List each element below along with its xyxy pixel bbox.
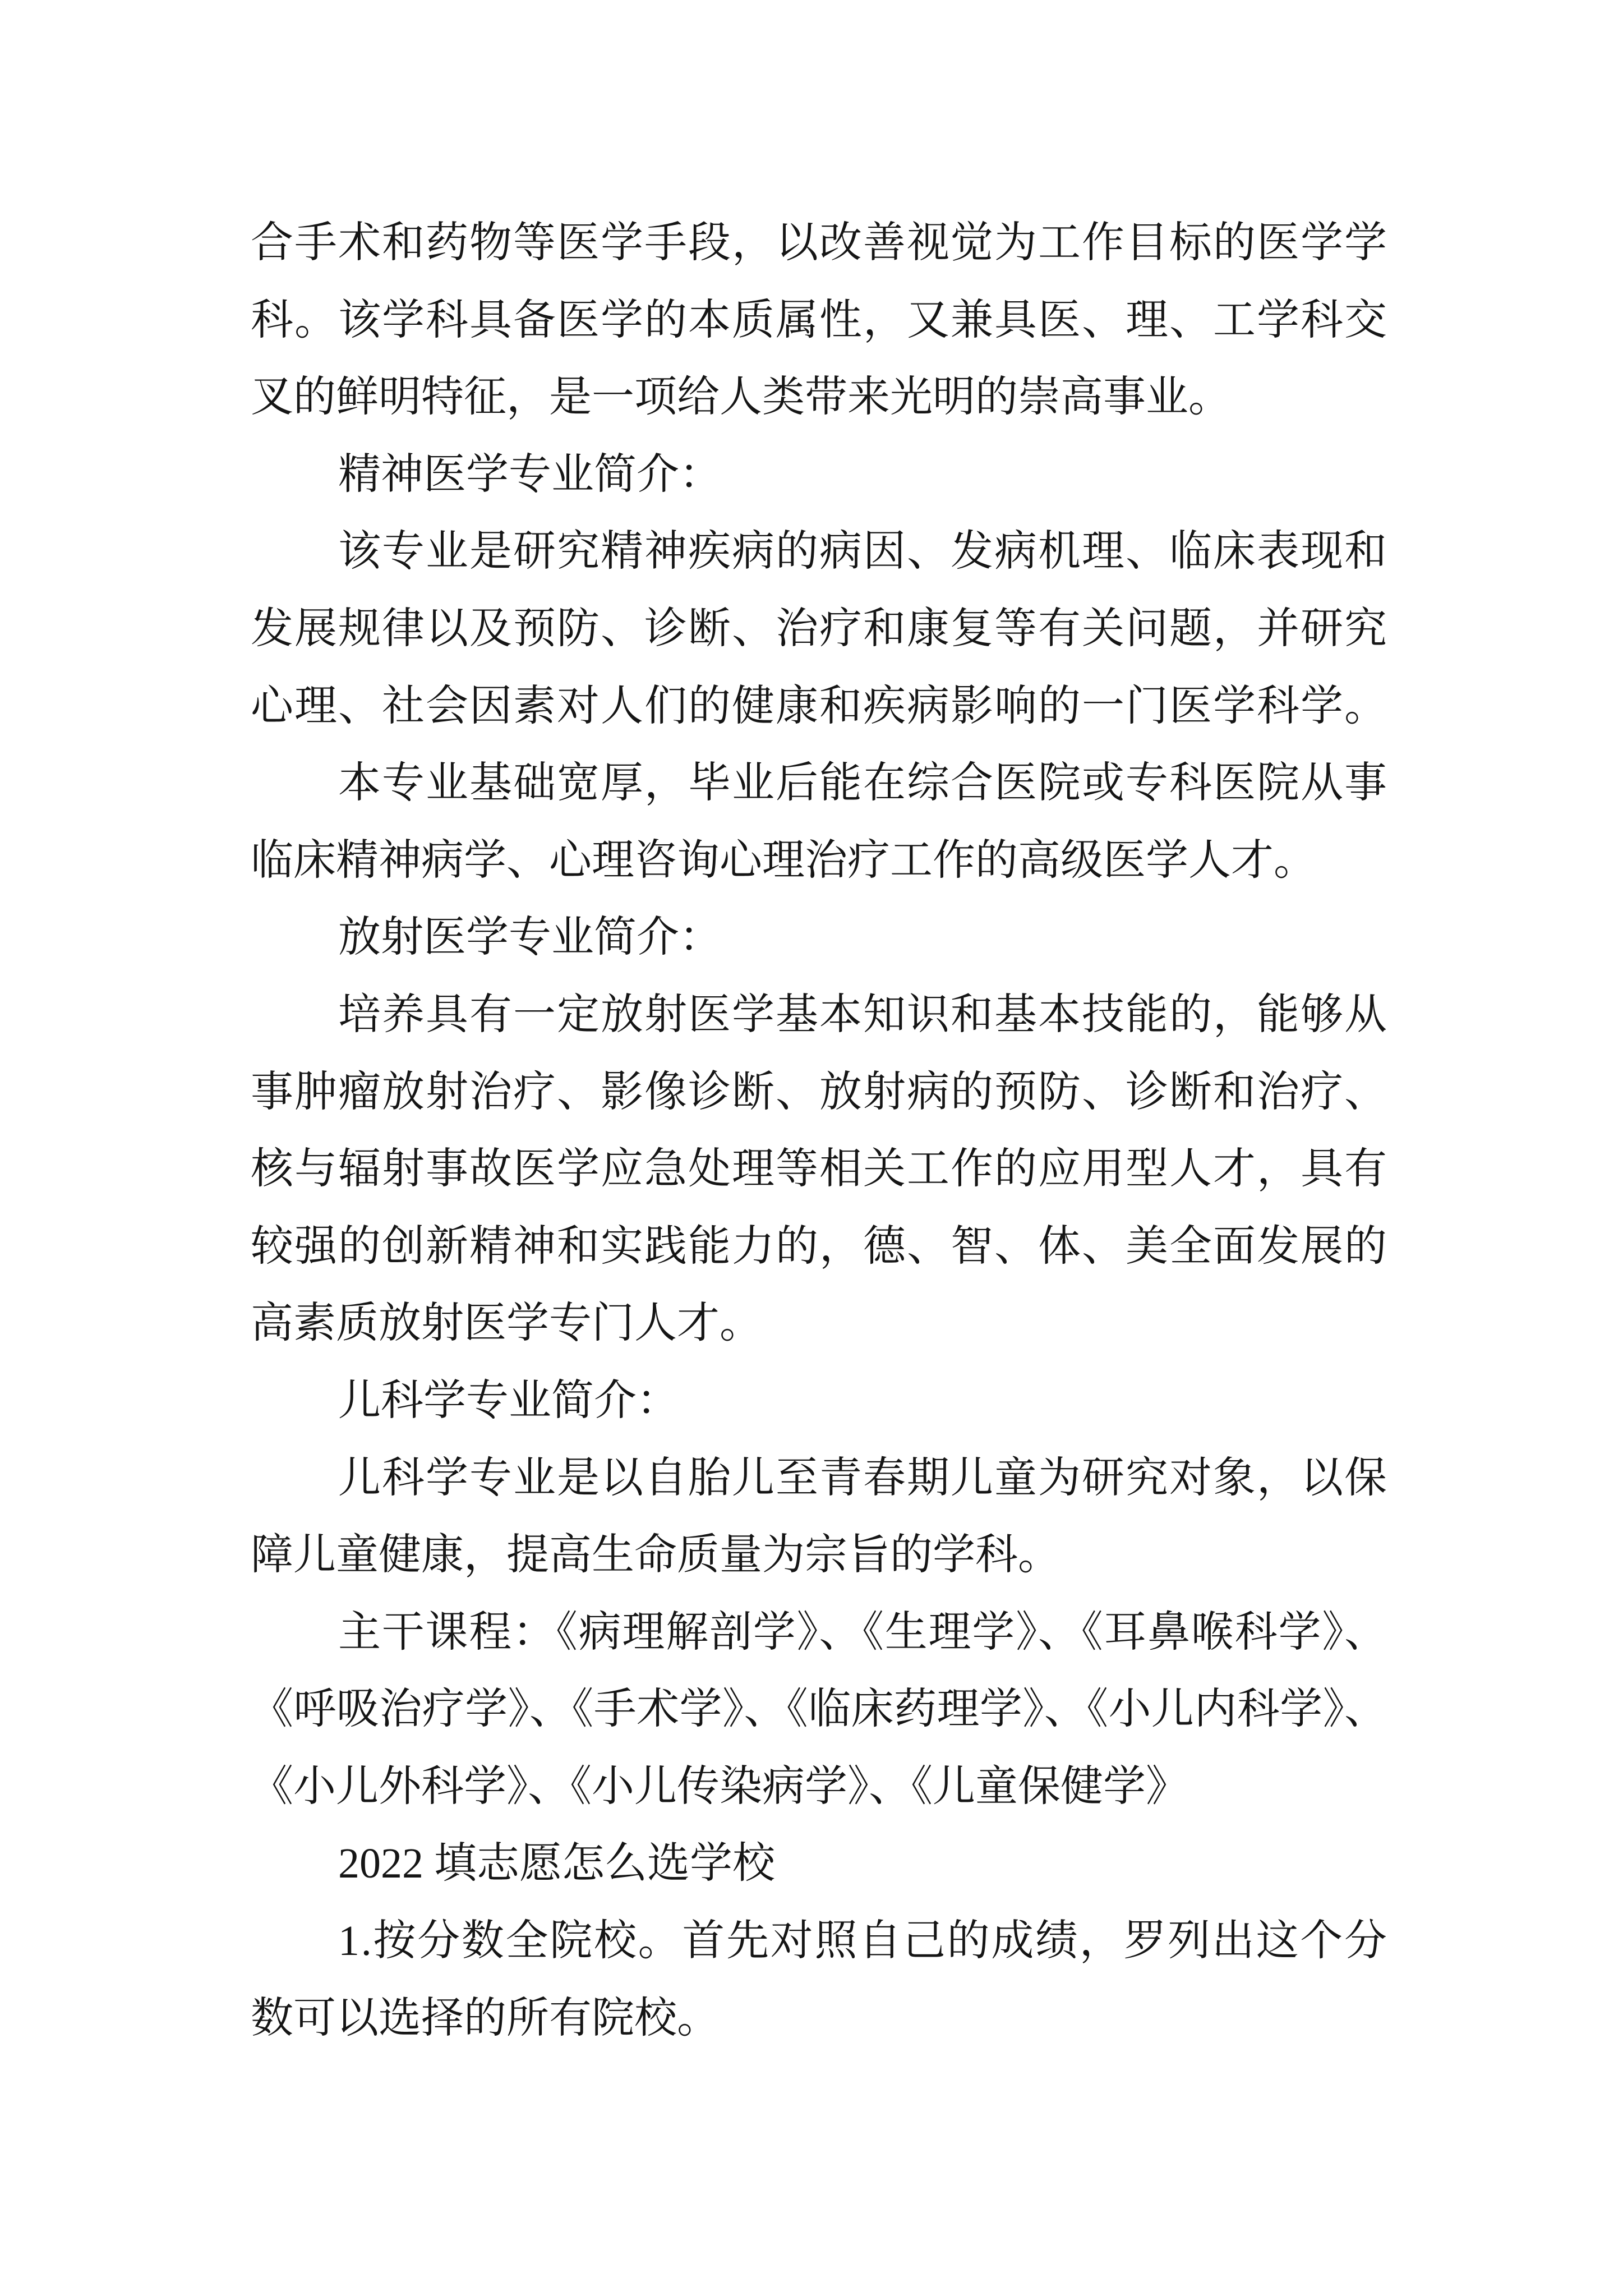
paragraph-line: 数可以选择的所有院校。 (251, 1994, 720, 2042)
paragraph-line: 科。该学科具备医学的本质属性，又兼具医、理、工学科交 (251, 296, 1388, 344)
paragraph-line: 该专业是研究精神疾病的病因、发病机理、临床表现和 (338, 528, 1388, 576)
paragraph-line: 本专业基础宽厚，毕业后能在综合医院或专科医院从事 (338, 760, 1388, 807)
paragraph-line: 核与辐射事故医学应急处理等相关工作的应用型人才，具有 (251, 1145, 1388, 1193)
paragraph (251, 1440, 1387, 1594)
paragraph-line: 发展规律以及预防、诊断、治疗和康复等有关问题，并研究 (251, 605, 1388, 652)
paragraph (251, 513, 1387, 745)
section-psychiatry (251, 436, 1387, 900)
section-heading: 放射医学专业简介： (338, 914, 722, 961)
section-heading: 精神医学专业简介： (338, 450, 722, 498)
paragraph (251, 1903, 1387, 2057)
paragraph-line: 主干课程：《病理解剖学》、《生理学》、《耳鼻喉科学》、 (338, 1608, 1388, 1656)
paragraph-line: 儿科学专业是以自胎儿至青春期儿童为研究对象，以保 (338, 1454, 1388, 1502)
paragraph-line: 培养具有一定放射医学基本知识和基本技能的，能够从 (338, 991, 1388, 1038)
paragraph-line: 较强的创新精神和实践能力的，德、智、体、美全面发展的 (251, 1222, 1388, 1270)
paragraph-line: 合手术和药物等医学手段，以改善视觉为工作目标的医学学 (251, 219, 1388, 266)
paragraph-line: 1.按分数全院校。首先对照自己的成绩，罗列出这个分 (338, 1917, 1389, 1965)
paragraph (251, 745, 1387, 899)
paragraph-line: 事肿瘤放射治疗、影像诊断、放射病的预防、诊断和治疗、 (251, 1068, 1388, 1116)
section-pediatrics (251, 1363, 1387, 1826)
paragraph-line: 叉的鲜明特征，是一项给人类带来光明的崇高事业。 (251, 374, 1231, 421)
section-heading: 儿科学专业简介： (338, 1377, 679, 1424)
section-radiology (251, 899, 1387, 1363)
paragraph-line: 《小儿外科学》、《小儿传染病学》、《儿童保健学》 (251, 1763, 1188, 1810)
paragraph-line: 《呼吸治疗学》、《手术学》、《临床药理学》、《小儿内科学》、 (251, 1686, 1387, 1733)
course-list-paragraph (251, 1594, 1387, 1826)
paragraph-line: 临床精神病学、心理咨询心理治疗工作的高级医学人才。 (251, 836, 1316, 884)
continued-paragraph (251, 205, 1387, 436)
section-school-selection (251, 1825, 1387, 2057)
paragraph-line: 高素质放射医学专门人才。 (251, 1300, 762, 1347)
paragraph (251, 977, 1387, 1363)
paragraph-line: 心理、社会因素对人们的健康和疾病影响的一门医学科学。 (251, 682, 1388, 730)
paragraph-line: 障儿童健康，提高生命质量为宗旨的学科。 (251, 1531, 1061, 1579)
document-body (251, 205, 1387, 2057)
section-heading: 2022 填志愿怎么选学校 (338, 1840, 775, 1888)
